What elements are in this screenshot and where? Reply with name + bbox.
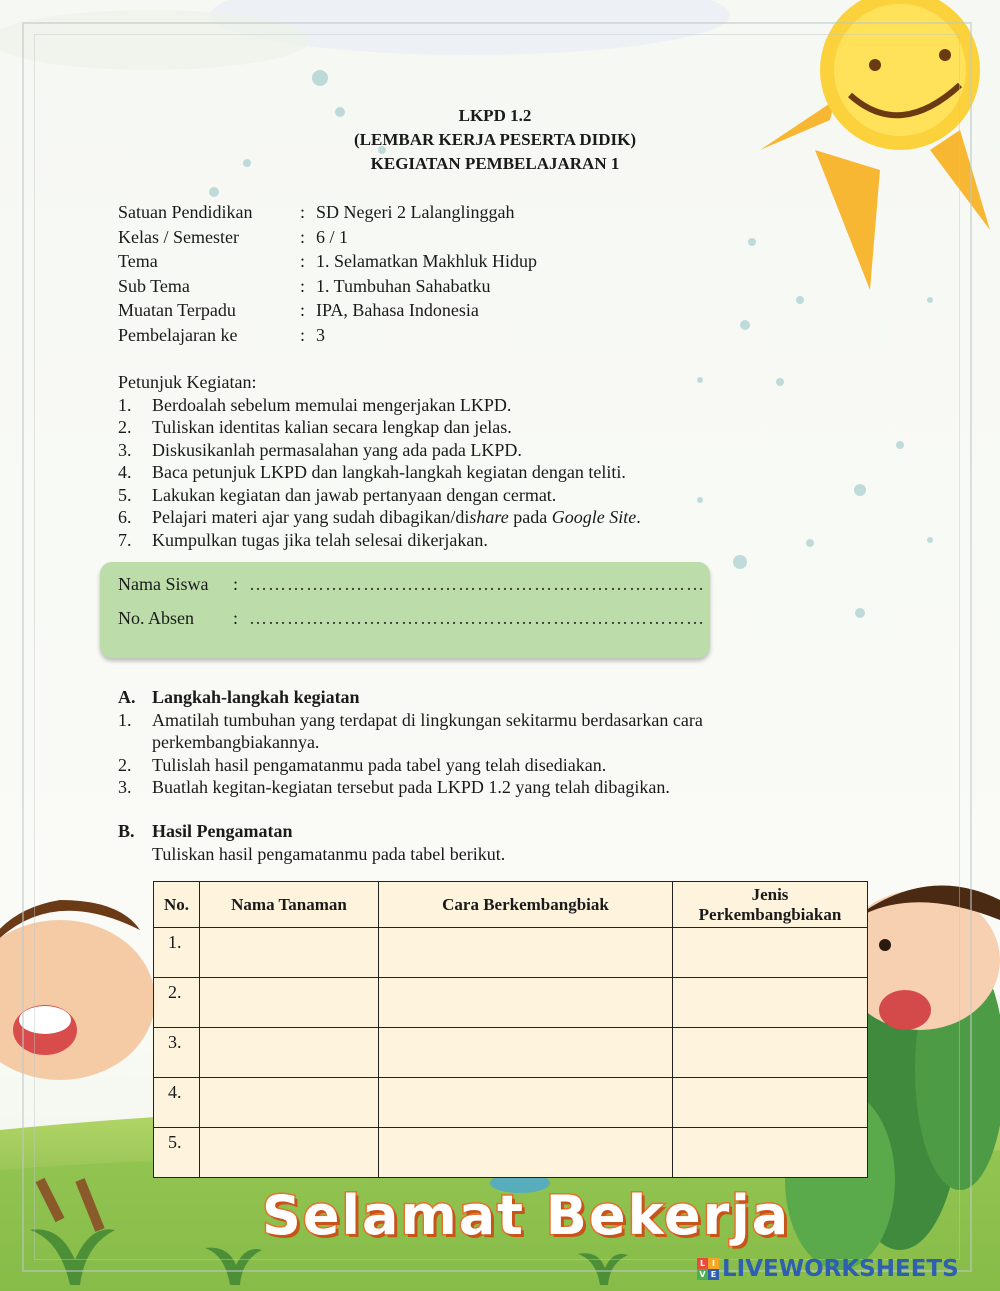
item-text bbox=[152, 506, 641, 529]
nama-tanaman-cell[interactable] bbox=[200, 928, 379, 978]
section-b-subtitle: Tuliskan hasil pengamatanmu pada tabel berikut. bbox=[152, 843, 506, 864]
section-title-text: Hasil Pengamatan bbox=[152, 821, 293, 841]
item-text: Berdoalah sebelum memulai mengerjakan LKPD. bbox=[152, 394, 512, 415]
info-row bbox=[118, 200, 537, 225]
list-item bbox=[118, 394, 641, 417]
student-absen-row bbox=[118, 608, 705, 629]
info-colon: : bbox=[300, 226, 306, 247]
row-number: 4. bbox=[154, 1078, 200, 1128]
jenis-perkembangbiakan-cell[interactable] bbox=[673, 1078, 868, 1128]
list-item bbox=[118, 484, 641, 507]
header-jenis-line: Jenis bbox=[751, 884, 789, 904]
cara-berkembangbiak-cell[interactable] bbox=[379, 928, 673, 978]
liveworksheets-logo bbox=[697, 1256, 959, 1282]
row-number: 2. bbox=[154, 978, 200, 1028]
section-b bbox=[118, 820, 505, 865]
item-number: 4. bbox=[118, 462, 132, 482]
info-value: IPA, Bahasa Indonesia bbox=[316, 300, 479, 320]
colon: : bbox=[233, 574, 239, 594]
jenis-perkembangbiakan-cell[interactable] bbox=[673, 928, 868, 978]
info-row bbox=[118, 298, 537, 323]
list-item bbox=[118, 529, 641, 552]
identity-info bbox=[118, 200, 537, 347]
item-number: 2. bbox=[118, 417, 132, 437]
info-value: SD Negeri 2 Lalanglinggah bbox=[316, 202, 515, 222]
logo-letter: I bbox=[708, 1258, 719, 1269]
info-label: Satuan Pendidikan bbox=[118, 202, 253, 222]
nama-tanaman-cell[interactable] bbox=[200, 1028, 379, 1078]
info-colon: : bbox=[300, 251, 306, 271]
header-cara-berkembangbiak: Cara Berkembangbiak bbox=[379, 882, 673, 928]
item-text-part: . bbox=[636, 507, 641, 527]
item-number: 2. bbox=[118, 754, 132, 775]
info-value: 6 / 1 bbox=[316, 226, 349, 247]
instructions-title: Petunjuk Kegiatan: bbox=[118, 372, 257, 392]
item-text: Lakukan kegiatan dan jawab pertanyaan dengan cermat. bbox=[152, 484, 557, 505]
nama-tanaman-cell[interactable] bbox=[200, 1078, 379, 1128]
table-row bbox=[154, 978, 868, 1028]
item-text-italic: Google Site bbox=[551, 507, 637, 527]
liveworksheets-logo-text: LIVEWORKSHEETS bbox=[722, 1256, 959, 1282]
table-row bbox=[154, 1128, 868, 1178]
cara-berkembangbiak-cell[interactable] bbox=[379, 1028, 673, 1078]
item-text: Buatlah kegitan-kegiatan tersebut pada LKPD 1.2 yang telah dibagikan. bbox=[152, 777, 670, 797]
info-value: 1. Selamatkan Makhluk Hidup bbox=[316, 251, 537, 271]
info-label: Sub Tema bbox=[118, 275, 190, 296]
section-letter: B. bbox=[118, 821, 135, 841]
info-value: 3 bbox=[316, 324, 325, 345]
info-label: Pembelajaran ke bbox=[118, 324, 238, 345]
header-nama-tanaman: Nama Tanaman bbox=[200, 882, 379, 928]
section-b-title bbox=[118, 820, 505, 843]
row-number: 1. bbox=[154, 928, 200, 978]
selamat-bekerja-banner: Selamat Bekerja bbox=[262, 1184, 791, 1247]
header-jenis-line: Perkembangbiakan bbox=[698, 904, 842, 924]
header-no: No. bbox=[154, 882, 200, 928]
nama-tanaman-cell[interactable] bbox=[200, 1128, 379, 1178]
info-colon: : bbox=[300, 202, 306, 222]
cara-berkembangbiak-cell[interactable] bbox=[379, 1128, 673, 1178]
table-row bbox=[154, 1078, 868, 1128]
item-text-part: Pelajari materi ajar yang sudah dibagikan/di bbox=[152, 507, 470, 527]
list-item bbox=[118, 461, 641, 484]
item-number: 3. bbox=[118, 777, 132, 797]
colon: : bbox=[233, 608, 239, 628]
item-number: 5. bbox=[118, 484, 132, 505]
info-label: Muatan Terpadu bbox=[118, 300, 236, 320]
cara-berkembangbiak-cell[interactable] bbox=[379, 1078, 673, 1128]
row-number: 5. bbox=[154, 1128, 200, 1178]
header-jenis-perkembangbiakan bbox=[673, 882, 868, 928]
list-item bbox=[118, 416, 641, 439]
item-number: 1. bbox=[118, 709, 132, 730]
student-name-label: Nama Siswa bbox=[118, 574, 209, 594]
item-text: Baca petunjuk LKPD dan langkah-langkah kegiatan dengan teliti. bbox=[152, 462, 626, 482]
header-line-3: KEGIATAN PEMBELAJARAN 1 bbox=[370, 154, 620, 173]
section-title-text: Langkah-langkah kegiatan bbox=[152, 687, 360, 707]
section-a-title bbox=[118, 686, 818, 709]
item-number: 3. bbox=[118, 439, 132, 460]
item-text: Kumpulkan tugas jika telah selesai dikerjakan. bbox=[152, 529, 488, 550]
section-a bbox=[118, 686, 818, 799]
list-item bbox=[118, 439, 641, 462]
jenis-perkembangbiakan-cell[interactable] bbox=[673, 978, 868, 1028]
header-line-1: LKPD 1.2 bbox=[458, 106, 532, 125]
nama-tanaman-cell[interactable] bbox=[200, 978, 379, 1028]
student-name-row bbox=[118, 574, 705, 595]
info-label: Tema bbox=[118, 251, 158, 271]
table-row bbox=[154, 928, 868, 978]
observation-table bbox=[153, 881, 868, 1178]
item-text-part: pada bbox=[508, 507, 552, 527]
list-item bbox=[118, 754, 818, 777]
logo-letter: L bbox=[697, 1258, 708, 1269]
item-text: Amatilah tumbuhan yang terdapat di lingkungan sekitarmu berdasarkan cara perkembangbiakannya. bbox=[152, 709, 703, 752]
row-number: 3. bbox=[154, 1028, 200, 1078]
info-row bbox=[118, 225, 537, 250]
item-text-italic: share bbox=[469, 507, 509, 527]
table-header-row bbox=[154, 882, 868, 928]
logo-letter: E bbox=[708, 1269, 719, 1280]
item-number: 7. bbox=[118, 529, 132, 550]
section-letter: A. bbox=[118, 687, 136, 707]
info-value: 1. Tumbuhan Sahabatku bbox=[316, 275, 491, 296]
document-header bbox=[0, 104, 1000, 176]
info-row bbox=[118, 274, 537, 299]
info-row bbox=[118, 323, 537, 348]
item-text: Tulislah hasil pengamatanmu pada tabel yang telah disediakan. bbox=[152, 754, 607, 775]
student-name-field[interactable]: ……………………………………………………………… bbox=[249, 574, 705, 594]
info-label: Kelas / Semester bbox=[118, 226, 239, 247]
item-number: 6. bbox=[118, 507, 132, 527]
info-colon: : bbox=[300, 300, 306, 320]
liveworksheets-logo-icon bbox=[697, 1258, 719, 1280]
instructions bbox=[118, 371, 641, 551]
cara-berkembangbiak-cell[interactable] bbox=[379, 978, 673, 1028]
item-text: Tuliskan identitas kalian secara lengkap dan jelas. bbox=[152, 417, 512, 437]
student-absen-label: No. Absen bbox=[118, 608, 194, 628]
info-row bbox=[118, 249, 537, 274]
list-item bbox=[118, 776, 818, 799]
logo-letter: V bbox=[697, 1269, 708, 1280]
item-number: 1. bbox=[118, 394, 132, 415]
header-line-2: (LEMBAR KERJA PESERTA DIDIK) bbox=[354, 130, 636, 149]
jenis-perkembangbiakan-cell[interactable] bbox=[673, 1128, 868, 1178]
table-row bbox=[154, 1028, 868, 1078]
info-colon: : bbox=[300, 275, 306, 296]
student-absen-field[interactable]: ……………………………………………………………… bbox=[249, 608, 705, 628]
item-text: Diskusikanlah permasalahan yang ada pada LKPD. bbox=[152, 439, 522, 460]
list-item bbox=[118, 506, 641, 529]
info-colon: : bbox=[300, 324, 306, 345]
list-item bbox=[118, 709, 818, 754]
jenis-perkembangbiakan-cell[interactable] bbox=[673, 1028, 868, 1078]
